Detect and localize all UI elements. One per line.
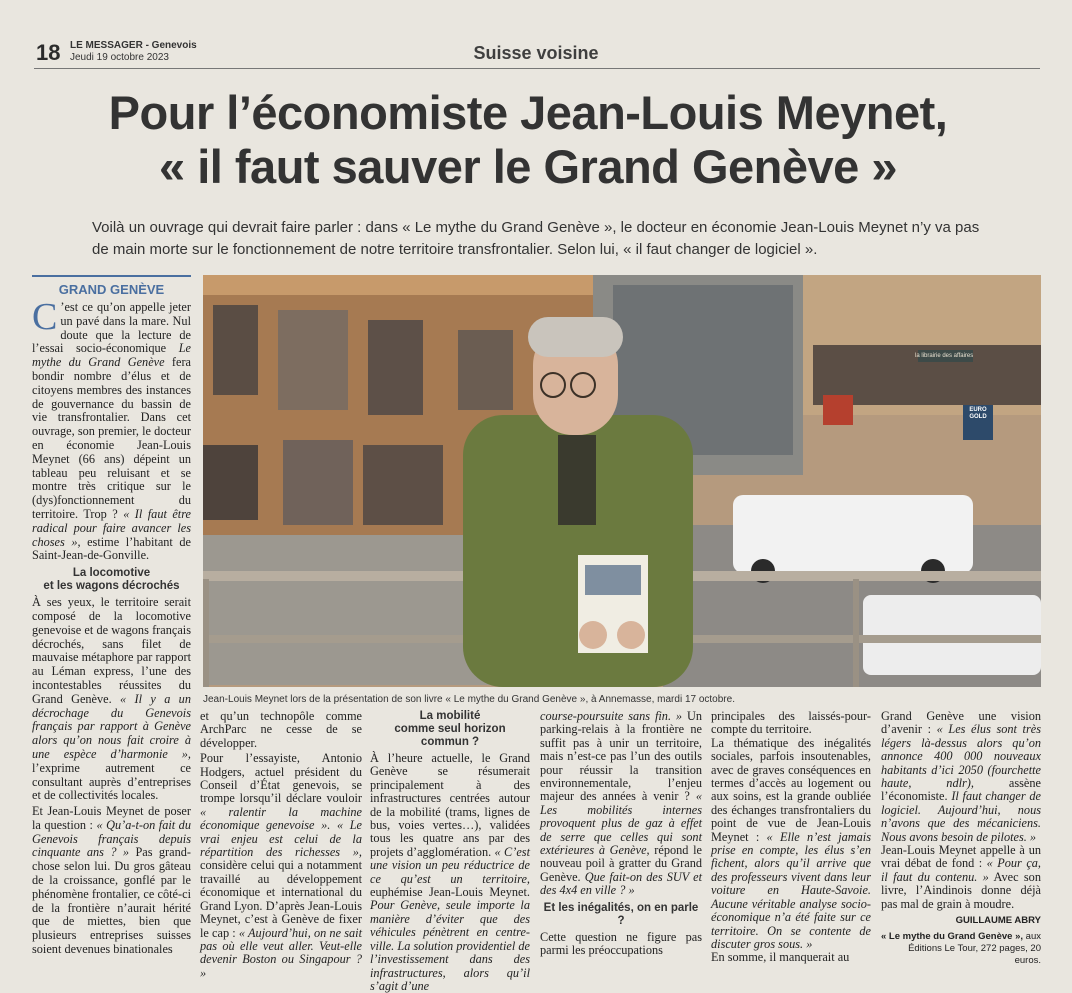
intro-text-2: fera bondir nombre d’élus et de citoyens membres des instances de gouvernance du bassin de vie transfrontalier. Dans cet ouvrage, son premier, le docteur en économie Jean-Louis Meynet (66 ans) dépeint un tableau peu reluisant et se montre très critique sur le (dys)fonctionnement du territoire. Trop ? [32,355,191,521]
paragraph: Grand Genève une vision d’avenir : [881,709,1041,737]
standfirst: Voilà un ouvrage qui devrait faire parler : dans « Le mythe du Grand Genève », le docteur en économie Jean-Louis Meynet n’y va pas de main morte sur le fonctionnement de notre territoire transfrontalier. Selon lui, « il faut changer de logiciel ». [92,219,980,258]
section-title: Suisse voisine [473,43,599,63]
header-rule [34,68,1040,69]
paragraph: Pas grand-chose selon lui. Du gros gâteau de la croissance, gonflé par le phénomène frontalier, ce côté-ci de la frontière n’aurait hérité que de miettes, bien que plusieurs entreprises suisses soient devenues binationales [32,845,192,957]
paragraph: La thématique des inégalités sociales, parfois insoutenables, avec de graves conséquences en termes d’accès au logement ou aux soins, est la grande oubliée des échanges transfrontaliers du point de vue de Jean-Louis Meynet : [711,735,871,844]
quote: « Les élus sont très légers là-dessus alors qu’on annonce 400 000 nouveaux habitants d’ici 2050 (fourchette haute, ndlr), [881,722,1042,791]
subhead-line1: La locomotive [72,567,151,580]
quote: Que fait-on des SUV et des 4x4 en ville ? » [540,869,702,898]
paragraph: et qu’un technopôle comme ArchParc ne cesse de se développer. [200,709,362,750]
subhead-mobilite [370,710,530,749]
issue-date: Jeudi 19 octobre 2023 [70,52,169,63]
left-column [32,275,191,957]
intro-quote: « Il faut être radical pour faire avancer les choses », [32,506,192,549]
paragraph: À ses yeux, le territoire serait composé de la locomotive genevoise et de wagons français décrochés, sans filet de mauvaise métaphore par rapport au Léman express, l’une des incontestables réussites du Grand Genève. [32,595,191,706]
quote: Il faut changer de logiciel. Aujourd’hui, nous n’avons que des mécaniciens. Nous avons besoin de pilotes. » [881,789,1041,844]
subhead-line2: comme seul horizon commun ? [394,723,506,748]
book-ref-title: « Le mythe du Grand Genève », [881,931,1024,943]
column-6 [881,710,1041,972]
paragraph: Un parking-relais à la frontière ne suffit pas à unir un territoire, mais n’est-ce pas l’un des outils pour réussir la transition environnementale, l’enjeu majeur des années à venir ? [540,709,702,804]
quote: « ralentir la machine économique genevoise ». [200,804,362,833]
paragraph: répond le nouveau poil à gratter du Grand Genève. [540,843,702,884]
paragraph: assène l’économiste. [881,776,1041,804]
quote: « Le vrai enjeu est celui de la répartition des richesses », [200,818,362,860]
quote: « Elle n’est jamais prise en compte, les élus s’en fichent, alors qu’il arrive que des professeurs vivent dans leur voiture en Haute-Savoie. Aucune véritable analyse socio-économique n’a été faite sur ce territoire. On se contente de discuter gros sous. » [711,829,872,951]
headline [60,86,996,194]
column-2 [200,709,362,980]
headline-line2: « il faut sauver le Grand Genève » [159,140,897,193]
headline-line1: Pour l’économiste Jean-Louis Meynet, [108,86,948,139]
gold-sign-line2: GOLD [969,414,987,420]
paragraph: euphémise Jean-Louis Meynet. [370,885,530,900]
quote: « Qu’a-t-on fait du Genevois français depuis cinquante ans ? » [32,817,191,860]
paper-name: LE MESSAGER - Genevois [70,40,197,51]
subhead-locomotive [32,567,191,593]
quote: « Pour ça, il faut du contenu. » [881,856,1041,884]
column-5 [711,710,871,972]
intro-end: estime l’habitant de Saint-Jean-de-Gonville. [32,534,191,563]
book-title: Le mythe du Grand Genève [32,341,191,370]
author-signature: GUILLAUME ABRY [955,915,1041,927]
quote: course-poursuite sans fin. » [540,709,683,723]
book-ref-details: aux Éditions Le Tour, 272 pages, 20 euros. [908,931,1041,967]
quote: « C’est une vision un peu réductrice de ce qu’est un territoire, [370,844,530,886]
paragraph: Pour l’essayiste, Antonio Hodgers, actuel président du Conseil d’État genevois, se trompe lorsqu’il déclare vouloir [200,751,362,806]
paragraph: Et Jean-Louis Meynet de poser la question : [32,804,191,832]
drop-cap: C [32,296,58,338]
quote: « Les mobilités internes provoquent plus de gaz à effet de serre que celles qui sont extérieures à Genève, [540,789,703,858]
paragraph: l’exprime autrement ce consultant auprès d’entreprises et de collectivités locales. [32,760,191,803]
book-reference [881,931,1041,967]
photo-illustration [203,275,1041,687]
page-number: 18 [36,40,61,65]
column-3 [370,710,530,993]
paragraph: considère celui qui a notamment travaillé au développement économique et international du Grand Lyon. D’après Jean-Louis Meynet, c’est à Genève de fixer le cap : [200,858,362,940]
shop-sign: la librairie des affaires [915,353,974,359]
intro-text: ’est ce qu’on appelle jeter un pavé dans la mare. Nul doute que la lecture de l’essai socio-économique [32,300,191,356]
gold-sign [963,407,993,421]
article-photo [203,275,1041,687]
quote: Pour Genève, seule importe la manière d’éviter que des véhicules pénètrent en centre-ville. La solution providentiel de l’investissement dans des infrastructures, alors qu’il s’agit d’une [370,898,530,993]
subhead-line1: La mobilité [419,710,481,722]
kicker: GRAND GENÈVE [32,275,191,297]
photo-caption: Jean-Louis Meynet lors de la présentation de son livre « Le mythe du Grand Genève », à Annemasse, mardi 17 octobre. [203,694,735,705]
quote: « Il y a un décrochage du Genevois français par rapport à Genève alors qu’on nous fait croire à une espèce d’harmonie », [32,691,191,761]
subhead-line2: et les wagons décrochés [43,580,180,593]
paragraph: Jean-Louis Meynet appelle à un vrai débat de fond : [881,843,1041,871]
quote: « Aujourd’hui, on ne sait pas où elle veut aller. Veut-elle devenir Boston ou Singapour ? » [200,925,362,980]
paragraph: principales des laissés-pour-compte du territoire. [711,709,871,737]
gold-sign-line1: EURO [969,407,987,413]
paragraph: Avec son livre, l’Aindinois donne déjà pas mal de grain à moudre. [881,869,1041,911]
subhead-inegalites: Et les inégalités, on en parle ? [543,901,699,927]
paragraph: En somme, il manquerait au [711,950,850,965]
paragraph: Cette question ne figure pas parmi les préoccupations [540,929,702,958]
column-4 [540,710,702,972]
paragraph: À l’heure actuelle, le Grand Genève se résumerait principalement à des infrastructures centrées autour de la mobilité (trams, lignes de bus, voies vertes…), validées tous les quatre ans par des projets d’agglomération. [370,751,530,859]
